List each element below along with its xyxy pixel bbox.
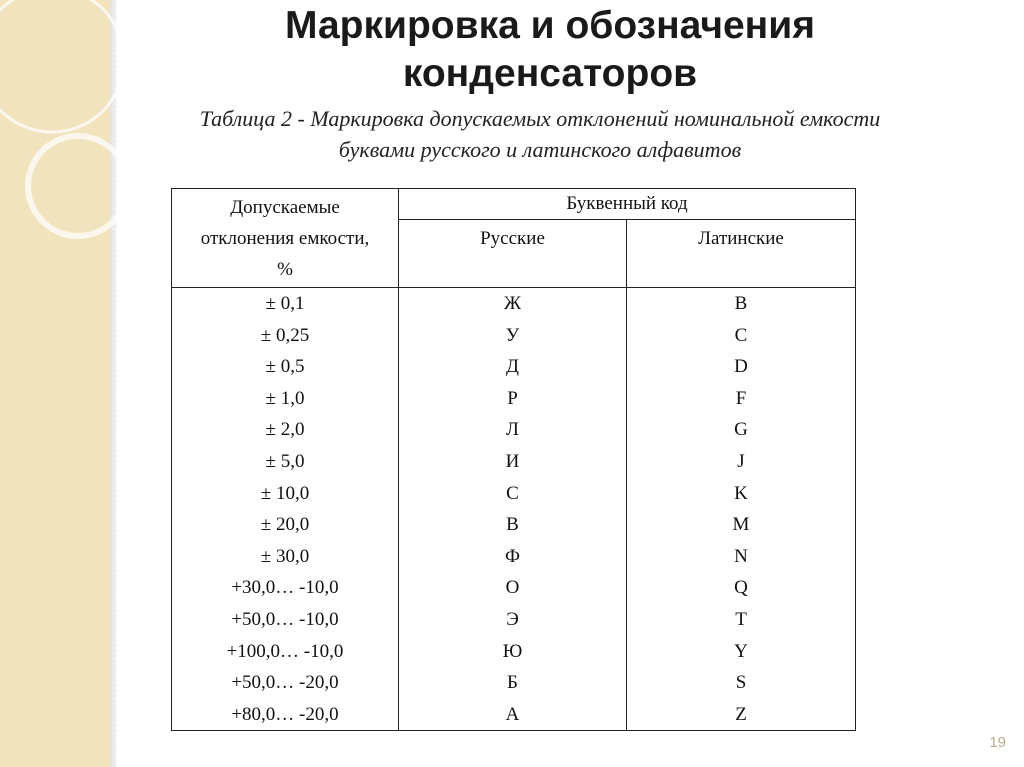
- tolerance-marking-table: [171, 188, 856, 731]
- slide-title: [130, 2, 970, 98]
- cell-russian-letter: У: [399, 320, 627, 352]
- slide-title-line2: конденсаторов: [402, 52, 698, 95]
- cell-latin-letter: K: [627, 478, 856, 510]
- cell-deviation: +30,0… -10,0: [172, 572, 399, 604]
- cell-russian-letter: Д: [399, 351, 627, 383]
- cell-russian-letter: Ф: [399, 541, 627, 573]
- cell-latin-letter: Z: [627, 699, 856, 731]
- cell-russian-letter: И: [399, 446, 627, 478]
- cell-latin-letter: T: [627, 604, 856, 636]
- table-row: [172, 351, 856, 383]
- cell-latin-letter: F: [627, 383, 856, 415]
- table-row: [172, 636, 856, 668]
- cell-deviation: ± 5,0: [172, 446, 399, 478]
- header-deviation-line1: Допускаемые: [230, 197, 340, 218]
- cell-deviation: +80,0… -20,0: [172, 699, 399, 731]
- slide-title-line1: Маркировка и обозначения: [285, 4, 815, 47]
- table-caption-line2: буквами русского и латинского алфавитов: [338, 137, 742, 162]
- table-row: [172, 446, 856, 478]
- cell-russian-letter: В: [399, 509, 627, 541]
- header-letter-code: Буквенный код: [399, 189, 856, 220]
- cell-latin-letter: G: [627, 414, 856, 446]
- cell-deviation: +50,0… -20,0: [172, 667, 399, 699]
- page-number: 19: [989, 734, 1006, 751]
- table-row: [172, 572, 856, 604]
- cell-deviation: +50,0… -10,0: [172, 604, 399, 636]
- table-row: [172, 414, 856, 446]
- table-row: [172, 478, 856, 510]
- cell-latin-letter: S: [627, 667, 856, 699]
- cell-deviation: +100,0… -10,0: [172, 636, 399, 668]
- cell-deviation: ± 20,0: [172, 509, 399, 541]
- cell-russian-letter: Э: [399, 604, 627, 636]
- table-row: [172, 509, 856, 541]
- header-deviation: [172, 189, 399, 288]
- cell-latin-letter: C: [627, 320, 856, 352]
- cell-deviation: ± 2,0: [172, 414, 399, 446]
- cell-latin-letter: N: [627, 541, 856, 573]
- table-header: [172, 189, 856, 288]
- table-row: [172, 383, 856, 415]
- cell-russian-letter: Л: [399, 414, 627, 446]
- cell-russian-letter: Р: [399, 383, 627, 415]
- header-russian: Русские: [399, 220, 627, 288]
- cell-latin-letter: Y: [627, 636, 856, 668]
- cell-deviation: ± 0,25: [172, 320, 399, 352]
- cell-russian-letter: Ю: [399, 636, 627, 668]
- table-row: [172, 667, 856, 699]
- table-row: [172, 604, 856, 636]
- cell-latin-letter: Q: [627, 572, 856, 604]
- cell-deviation: ± 0,1: [172, 288, 399, 320]
- cell-latin-letter: D: [627, 351, 856, 383]
- table-body: [172, 288, 856, 731]
- table-caption-line1: Таблица 2 - Маркировка допускаемых отклонений номинальной емкости: [199, 106, 881, 131]
- cell-russian-letter: О: [399, 572, 627, 604]
- header-deviation-line3: %: [277, 259, 293, 280]
- cell-latin-letter: B: [627, 288, 856, 320]
- cell-russian-letter: С: [399, 478, 627, 510]
- header-latin: Латинские: [627, 220, 856, 288]
- table-row: [172, 541, 856, 573]
- cell-russian-letter: А: [399, 699, 627, 731]
- cell-deviation: ± 10,0: [172, 478, 399, 510]
- cell-latin-letter: J: [627, 446, 856, 478]
- cell-deviation: ± 0,5: [172, 351, 399, 383]
- table-caption: [60, 103, 1020, 165]
- cell-deviation: ± 30,0: [172, 541, 399, 573]
- table-row: [172, 699, 856, 731]
- cell-russian-letter: Ж: [399, 288, 627, 320]
- table-row: [172, 288, 856, 320]
- header-deviation-line2: отклонения емкости,: [200, 228, 370, 249]
- cell-russian-letter: Б: [399, 667, 627, 699]
- cell-latin-letter: M: [627, 509, 856, 541]
- cell-deviation: ± 1,0: [172, 383, 399, 415]
- table-row: [172, 320, 856, 352]
